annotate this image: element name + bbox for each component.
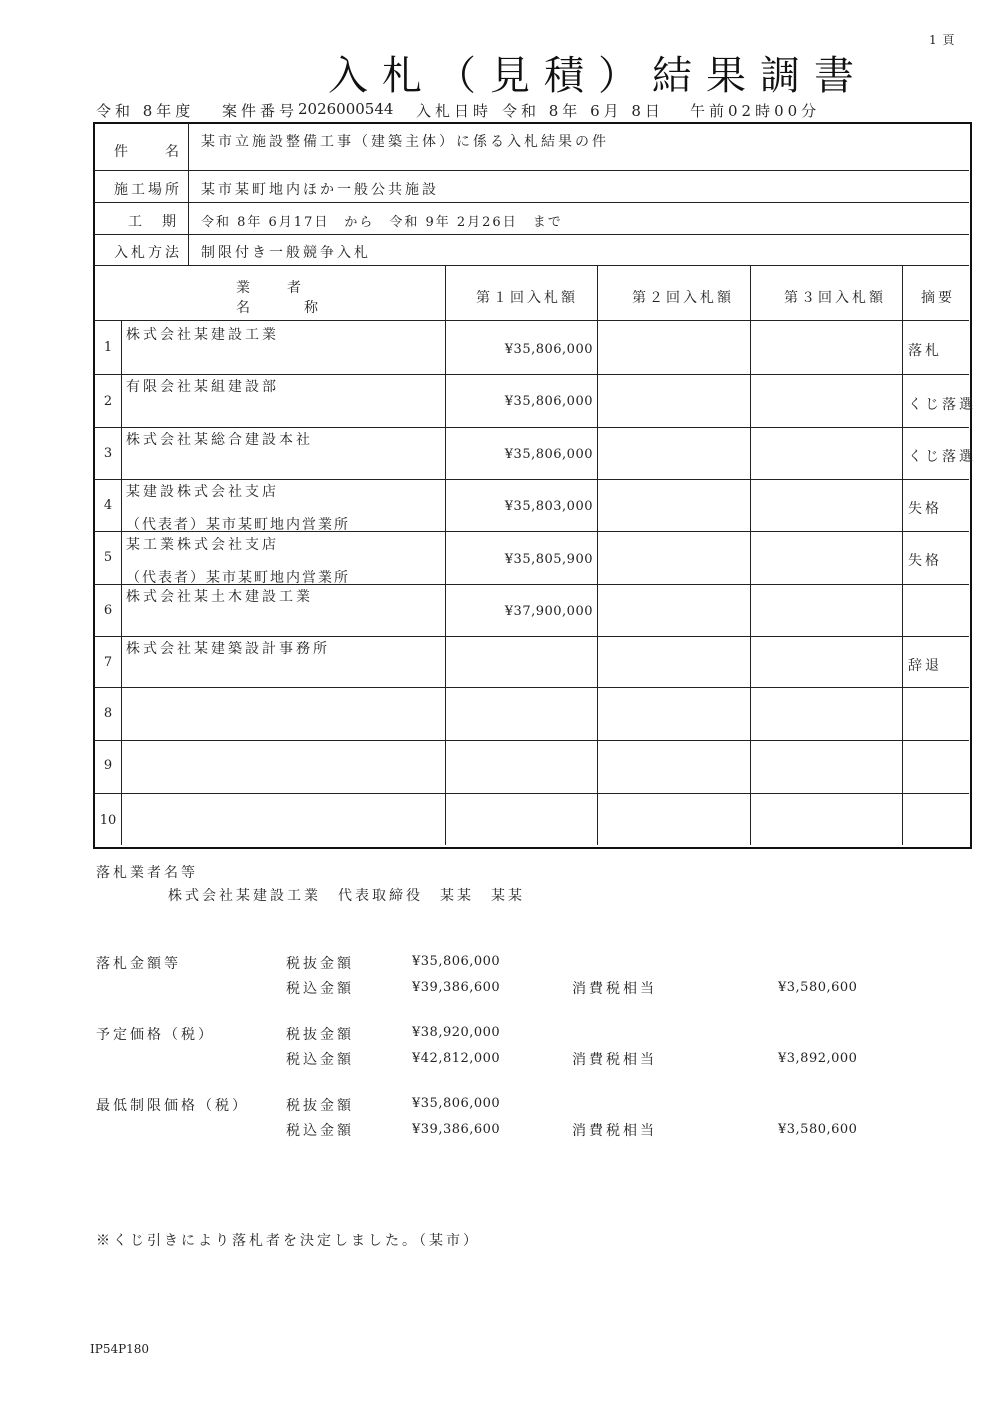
- bid-amount-1: ¥37,900,000: [504, 604, 593, 619]
- bid-amount-1: ¥35,803,000: [504, 499, 593, 514]
- page-number: 1 頁: [929, 33, 956, 47]
- period-value: 令和 8年 6月17日 から 令和 9年 2月26日 まで: [201, 215, 563, 230]
- remark: 失格: [908, 553, 942, 569]
- fiscal-year: 令和 8年度: [96, 102, 195, 120]
- bidder-name: 株式会社某建設工業: [126, 327, 279, 343]
- row-number: 3: [103, 446, 113, 461]
- excl-tax-value: ¥35,806,000: [412, 1096, 501, 1111]
- tax-label: 消費税相当: [572, 1123, 657, 1139]
- bidder-name: 株式会社某土木建設工業: [126, 589, 313, 605]
- excl-tax-label: 税抜金額: [286, 1027, 354, 1043]
- site-value: 某市某町地内ほか一般公共施設: [201, 182, 439, 198]
- col-header-remark: 摘要: [921, 290, 955, 306]
- period-label: 工 期: [128, 214, 179, 230]
- incl-tax-value: ¥42,812,000: [412, 1051, 501, 1066]
- remark: くじ落選: [908, 397, 976, 413]
- footnote: ※くじ引きにより落札者を決定しました。（某市）: [96, 1233, 480, 1249]
- row-number: 9: [103, 758, 113, 773]
- bidder-name: 某工業株式会社支店: [126, 537, 279, 553]
- remark: くじ落選: [908, 449, 976, 465]
- bid-amount-1: ¥35,806,000: [504, 394, 593, 409]
- row-number: 10: [99, 813, 117, 828]
- bidder-name: 某建設株式会社支店: [126, 484, 279, 500]
- subject-value: 某市立施設整備工事（建築主体）に係る入札結果の件: [201, 134, 609, 150]
- remark: 辞退: [908, 658, 942, 674]
- tax-label: 消費税相当: [572, 1052, 657, 1068]
- incl-tax-value: ¥39,386,600: [412, 980, 501, 995]
- bid-amount-1: ¥35,806,000: [504, 447, 593, 462]
- col-header-bid1: 第１回入札額: [476, 290, 578, 306]
- remark: 失格: [908, 501, 942, 517]
- bidder-name: 有限会社某組建設部: [126, 379, 279, 395]
- excl-tax-label: 税抜金額: [286, 956, 354, 972]
- row-number: 8: [103, 706, 113, 721]
- bidder-name-sub: （代表者）某市某町地内営業所: [126, 517, 350, 533]
- tax-label: 消費税相当: [572, 981, 657, 997]
- excl-tax-value: ¥35,806,000: [412, 954, 501, 969]
- tax-value: ¥3,580,600: [778, 980, 858, 995]
- col-header-name-1: 業 者: [236, 280, 304, 296]
- site-label: 施工場所: [114, 182, 182, 198]
- incl-tax-value: ¥39,386,600: [412, 1122, 501, 1137]
- bidder-name: 株式会社某総合建設本社: [126, 432, 313, 448]
- document-title: 入札（見積）結果調書: [328, 53, 868, 99]
- excl-tax-value: ¥38,920,000: [412, 1025, 501, 1040]
- tax-value: ¥3,892,000: [778, 1051, 858, 1066]
- row-number: 2: [103, 394, 113, 409]
- method-value: 制限付き一般競争入札: [201, 245, 371, 261]
- method-label: 入札方法: [114, 245, 182, 261]
- col-header-bid3: 第３回入札額: [784, 290, 886, 306]
- subject-label: 件 名: [114, 144, 182, 160]
- row-number: 6: [103, 603, 113, 618]
- winner-label: 落札業者名等: [96, 865, 198, 881]
- row-number: 1: [103, 340, 113, 355]
- excl-tax-label: 税抜金額: [286, 1098, 354, 1114]
- case-number: 2026000544: [298, 100, 394, 118]
- price-label: 最低制限価格（税）: [96, 1098, 249, 1114]
- row-number: 4: [103, 498, 113, 513]
- bid-amount-1: ¥35,806,000: [504, 342, 593, 357]
- col-header-bid2: 第２回入札額: [632, 290, 734, 306]
- row-number: 5: [103, 550, 113, 565]
- remark: 落札: [908, 343, 942, 359]
- incl-tax-label: 税込金額: [286, 1123, 354, 1139]
- form-code: IP54P180: [90, 1342, 150, 1356]
- bid-amount-1: ¥35,805,900: [504, 552, 593, 567]
- bid-time: 午前02時00分: [690, 102, 821, 120]
- price-label: 落札金額等: [96, 956, 181, 972]
- row-number: 7: [103, 655, 113, 670]
- incl-tax-label: 税込金額: [286, 981, 354, 997]
- tax-value: ¥3,580,600: [778, 1122, 858, 1137]
- col-header-name-2: 名 称: [236, 300, 321, 316]
- price-label: 予定価格（税）: [96, 1027, 215, 1043]
- bid-date: 令和 8年 6月 8日: [502, 102, 664, 120]
- bidder-name-sub: （代表者）某市某町地内営業所: [126, 570, 350, 586]
- incl-tax-label: 税込金額: [286, 1052, 354, 1068]
- bidder-name: 株式会社某建築設計事務所: [126, 641, 330, 657]
- winner-value: 株式会社某建設工業 代表取締役 某某 某某: [168, 888, 525, 904]
- bid-date-label: 入札日時: [416, 102, 493, 120]
- case-number-label: 案件番号: [222, 102, 299, 120]
